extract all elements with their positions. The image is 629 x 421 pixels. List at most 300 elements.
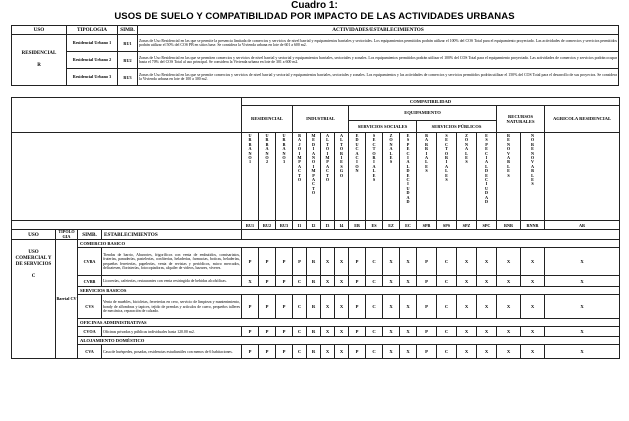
header-simb: SIMB. (118, 26, 138, 35)
column-letter: S (372, 177, 376, 183)
column-letter: O (325, 146, 330, 152)
column-letter: N (282, 150, 286, 156)
compat-value: X (545, 276, 620, 287)
column-letter: A (506, 155, 511, 161)
compat-value: P (417, 276, 437, 287)
compat-column-code: SPS (437, 221, 457, 230)
compat-column-label (477, 133, 497, 221)
header-tipologia: TIPOLOGIA (67, 26, 118, 35)
column-letter: S (507, 172, 510, 178)
row-simb: CVA (78, 345, 102, 359)
column-letter: O (248, 155, 252, 161)
compat-value: X (400, 295, 417, 319)
column-letter: A (424, 155, 429, 161)
compat-column-label (400, 133, 417, 221)
column-letter: I (312, 163, 315, 169)
column-letter: L (425, 159, 428, 165)
compat-value: R (307, 248, 321, 276)
column-letter: R (372, 155, 376, 161)
compat-column-code: RU3 (276, 221, 293, 230)
column-letter: R (248, 137, 252, 143)
compat-value: P (242, 248, 259, 276)
compat-value: X (545, 248, 620, 276)
column-letter: A (297, 163, 302, 169)
column-letter: B (425, 133, 428, 138)
compat-column-code: ES (366, 221, 383, 230)
column-letter: P (485, 141, 488, 147)
column-letter: M (325, 155, 330, 161)
column-letter: E (406, 133, 410, 138)
section-title: OFICINAS ADMINISTRATIVAS (78, 319, 620, 327)
column-letter: E (425, 163, 428, 169)
column-letter: S (485, 137, 488, 143)
compat-value: X (545, 327, 620, 337)
group-agricola: AGRICOLA RESIDENCIAL (545, 106, 620, 133)
blank-header-right (242, 230, 620, 240)
compat-value: X (521, 276, 545, 287)
compat-value: X (545, 295, 620, 319)
column-letter: I (407, 155, 409, 161)
compat-column-label (383, 133, 400, 221)
column-letter: O (372, 150, 376, 156)
compat-value: X (457, 327, 477, 337)
column-letter: I (326, 150, 329, 156)
compat-value: X (321, 276, 335, 287)
compat-value: C (366, 248, 383, 276)
column-letter: B (248, 141, 252, 147)
compat-value: C (437, 327, 457, 337)
compat-column-code: RNR (497, 221, 521, 230)
compat-value: X (497, 345, 521, 359)
column-letter: E (340, 159, 343, 165)
simb-ru3: RU3 (118, 69, 138, 86)
compat-value: P (259, 327, 276, 337)
compat-value: P (259, 295, 276, 319)
column-letter: S (340, 163, 343, 169)
compat-column-label (276, 133, 293, 221)
compat-value: X (321, 345, 335, 359)
column-letter: B (531, 168, 534, 174)
column-letter: O (444, 150, 449, 156)
compat-column-code: RU2 (259, 221, 276, 230)
compat-value: X (242, 276, 259, 287)
blank-left (12, 133, 242, 221)
compat-value: C (366, 295, 383, 319)
column-letter: R (424, 146, 429, 152)
use-residencial (12, 35, 67, 86)
column-letter: O (530, 155, 535, 161)
column-letter: O (297, 146, 302, 152)
compat-value: X (335, 327, 349, 337)
blank-corner (12, 98, 242, 133)
column-letter: O (506, 146, 511, 152)
group-equipamiento: EQUIPAMIENTO (349, 106, 497, 121)
column-letter: U (248, 133, 252, 138)
compat-value: R (307, 345, 321, 359)
use-name: USO COMERCIAL Y DE SERVICIOS (15, 250, 52, 268)
column-letter: R (265, 137, 269, 143)
compat-value: C (293, 327, 307, 337)
compat-value: X (521, 327, 545, 337)
column-letter: R (282, 137, 286, 143)
column-letter: T (445, 146, 448, 152)
column-letter: N (530, 133, 535, 138)
column-letter: S (445, 177, 448, 183)
compat-column-label (457, 133, 477, 221)
compat-value: P (242, 327, 259, 337)
compat-value: P (293, 248, 307, 276)
column-letter: O (297, 177, 302, 183)
compat-value: X (521, 295, 545, 319)
group-servicios-publicos: SERVICIOS PÚBLICOS (417, 121, 497, 133)
header-establecimientos: ESTABLECIMIENTOS (102, 230, 242, 240)
compat-value: P (276, 327, 293, 337)
document-title (0, 0, 629, 21)
use-code: R (37, 63, 41, 68)
section-title: SERVICIOS BASICOS (78, 287, 620, 295)
table-row (12, 327, 620, 337)
column-letter: L (465, 150, 468, 156)
column-letter: P (312, 172, 315, 178)
column-letter: A (297, 137, 302, 143)
compat-column-code: SPZ (457, 221, 477, 230)
header-uso-bottom: USO (12, 230, 56, 240)
column-letter: N (311, 155, 316, 161)
compat-value: P (276, 248, 293, 276)
section-title: ALOJAMIENTO DOMÉSTICO (78, 337, 620, 345)
column-letter: B (298, 133, 301, 138)
column-letter: O (389, 137, 393, 143)
column-letter: I (407, 181, 409, 187)
column-letter: O (339, 146, 344, 152)
group-recursos: RECURSOS NATURALES (497, 106, 545, 133)
compat-value: X (400, 345, 417, 359)
column-letter: M (311, 168, 316, 174)
compat-value: X (497, 327, 521, 337)
column-letter: P (406, 141, 410, 147)
column-letter: O (265, 155, 269, 161)
column-letter: A (424, 137, 429, 143)
column-letter: D (484, 168, 489, 174)
column-letter: N (530, 150, 535, 156)
tipologia-ru3: Residencial Urbano 3 (67, 69, 118, 86)
column-letter: E (485, 146, 488, 152)
compat-value: P (349, 345, 366, 359)
column-letter: A (355, 150, 359, 156)
compat-value: X (545, 345, 620, 359)
blank-code-left (12, 221, 242, 230)
compat-value: X (335, 295, 349, 319)
column-letter: E (355, 133, 359, 138)
column-letter: E (507, 168, 510, 174)
compat-column-label (366, 133, 383, 221)
column-letter: 3 (282, 159, 286, 165)
compat-value: C (437, 248, 457, 276)
column-letter: L (531, 172, 534, 178)
column-letter: N (265, 150, 269, 156)
column-letter: J (298, 141, 301, 147)
column-letter: L (326, 137, 329, 143)
table-row (12, 345, 620, 359)
column-letter: T (298, 172, 301, 178)
compat-value: C (366, 345, 383, 359)
column-letter: A (464, 146, 469, 152)
compat-column-code: EZ (383, 221, 400, 230)
row-description: Tiendas de barrio, Abarrotes, frigoríficos con venta de embutidos, comisariatos, fruterías, panaderías, pastelerías, confiterías, heladerías, farmacias, boticas, heladerías, pequeñas ferreterías, papelerías, venta de revistas y periódicos, micro mercados, delicatesen, floristerías, fotocopiadoras, alquiler de videos, bazares, víveres. (102, 248, 242, 276)
use-name: RESIDENCIAL (21, 51, 57, 56)
column-letter: O (311, 190, 316, 196)
compat-value: X (477, 327, 497, 337)
column-letter: E (531, 177, 534, 183)
column-letter: A (444, 163, 449, 169)
column-letter: R (506, 133, 511, 138)
group-residencial: RESIDENCIAL (242, 106, 293, 133)
compat-value: X (383, 327, 400, 337)
cuadro-label: Cuadro 1: (291, 0, 338, 11)
table-row (12, 295, 620, 319)
column-letter: E (406, 146, 410, 152)
column-letter: L (485, 163, 488, 169)
column-letter: L (389, 150, 393, 156)
column-letter: V (530, 159, 535, 165)
residential-table (11, 25, 619, 86)
column-letter: U (265, 133, 269, 138)
simb-ru1: RU1 (118, 35, 138, 52)
compat-value: X (477, 276, 497, 287)
column-letter: O (464, 137, 469, 143)
compat-value: X (335, 276, 349, 287)
compat-value: X (457, 295, 477, 319)
column-letter: C (444, 141, 449, 147)
column-letter: L (340, 137, 343, 143)
column-letter: I (340, 155, 343, 161)
column-letter: I (485, 155, 488, 161)
compat-value: P (259, 276, 276, 287)
column-letter: S (531, 181, 534, 187)
column-letter: S (406, 137, 410, 143)
compat-value: X (521, 345, 545, 359)
compat-value: P (242, 345, 259, 359)
column-letter: Z (389, 133, 393, 138)
column-letter: E (485, 133, 488, 138)
desc-ru2: Zonas de Uso Residencial en las que se permiten comercios y servicios de nivel barrial y sectorial y equipamientos barriales, sectoriales y zonales. Los equipamientos permitidos podrán utilizar el 100% del COS Total para el equipamiento proyectado. Las actividades de comercios y servicios podrán ocupar hasta el 70% del COS Total al uso principal. Se considera la Vivienda urbana en lote de 301 a 600 m2. (138, 52, 619, 69)
column-letter: S (465, 159, 468, 165)
column-letter: A (311, 177, 316, 183)
column-letter: O (311, 159, 316, 165)
table-row (12, 248, 620, 276)
column-letter: U (484, 185, 489, 191)
column-letter: E (445, 172, 448, 178)
column-letter: I (356, 159, 358, 165)
use-comercial (12, 240, 56, 359)
column-letter: Z (465, 133, 468, 138)
column-letter: S (445, 133, 448, 138)
column-letter: C (484, 150, 489, 156)
column-letter: T (326, 172, 329, 178)
compat-value: P (349, 276, 366, 287)
compat-title: COMPATIBILIDAD (242, 98, 620, 106)
column-letter: E (372, 172, 376, 178)
column-letter: B (282, 141, 286, 147)
column-letter: I (485, 181, 488, 187)
compat-value: R (307, 276, 321, 287)
column-letter: T (372, 146, 376, 152)
column-letter: E (531, 146, 534, 152)
column-letter: I (373, 159, 375, 165)
column-letter: N (389, 141, 393, 147)
column-letter: A (282, 146, 286, 152)
compat-value: X (457, 276, 477, 287)
row-simb: CVOA (78, 327, 102, 337)
column-letter: C (355, 146, 359, 152)
compat-value: X (400, 276, 417, 287)
column-letter: C (484, 177, 489, 183)
column-letter: O (339, 172, 344, 178)
column-letter: A (389, 146, 393, 152)
row-simb: CVBA (78, 248, 102, 276)
compat-value: X (477, 295, 497, 319)
tipologia-ru2: Residencial Urbano 2 (67, 52, 118, 69)
compat-column-label (293, 133, 307, 221)
column-letter: A (248, 146, 252, 152)
compat-column-code: RU1 (242, 221, 259, 230)
column-letter: M (297, 155, 302, 161)
compat-column-label (497, 133, 521, 221)
compat-value: C (437, 295, 457, 319)
compat-value: X (383, 248, 400, 276)
column-letter: E (312, 137, 315, 143)
compat-value: X (335, 345, 349, 359)
compat-value: X (497, 248, 521, 276)
column-letter: L (372, 168, 376, 174)
compat-value: X (457, 345, 477, 359)
column-letter: N (355, 168, 359, 174)
column-letter: T (312, 185, 315, 191)
compat-value: P (417, 295, 437, 319)
compat-value: X (497, 276, 521, 287)
column-letter: D (311, 141, 316, 147)
compat-column-code: I3 (321, 221, 335, 230)
column-letter: E (485, 172, 488, 178)
column-letter: C (372, 141, 376, 147)
column-letter: S (372, 133, 376, 138)
simb-ru2: RU2 (118, 52, 138, 69)
column-letter: O (282, 155, 286, 161)
column-letter: P (326, 159, 329, 165)
compat-value: X (521, 248, 545, 276)
header-simb-bottom: SIMB. (78, 230, 102, 240)
row-description: Licorerías, cafeterías, restaurantes con venta restringida de bebidas alcohólicas. (102, 276, 242, 287)
compat-value: P (349, 327, 366, 337)
row-simb: CVS (78, 295, 102, 319)
column-letter: N (506, 141, 511, 147)
row-description: Oficinas privadas y públicas individuales hasta 120.00 m2. (102, 327, 242, 337)
column-letter: S (389, 159, 393, 165)
column-letter: R (339, 150, 344, 156)
row-description: Venta de muebles, bicicletas, ferreterías en cero, servicio de limpieza y mantenimiento, bondy de alfombras y tapices, tejido de prendas y artículos de cuero, pequeños talleres de mecánica, reparación de calzado. (102, 295, 242, 319)
column-letter: A (530, 163, 535, 169)
compat-column-code: I1 (293, 221, 307, 230)
column-letter: I (298, 150, 301, 156)
column-letter: A (325, 163, 330, 169)
column-letter: C (311, 181, 316, 187)
column-letter: D (406, 190, 410, 196)
column-letter: I (425, 150, 428, 156)
column-letter: U (406, 185, 410, 191)
column-letter: N (464, 141, 469, 147)
column-letter: O (325, 177, 330, 183)
column-letter: D (484, 199, 489, 205)
compat-value: P (259, 345, 276, 359)
compat-value: X (477, 345, 497, 359)
column-letter: B (265, 141, 269, 147)
column-letter: D (406, 168, 410, 174)
compat-value: R (307, 327, 321, 337)
column-letter: A (406, 194, 410, 200)
column-letter: L (445, 168, 448, 174)
column-letter: R (444, 155, 449, 161)
compat-value: P (276, 276, 293, 287)
column-letter: S (425, 168, 428, 174)
compat-value: P (349, 295, 366, 319)
column-letter: A (265, 146, 269, 152)
column-letter: C (406, 177, 410, 183)
column-letter: O (355, 163, 359, 169)
row-description: Casa de huéspedes, posadas, residencias estudiantiles con menos de 6 habitaciones. (102, 345, 242, 359)
compat-value: P (349, 248, 366, 276)
compat-column-code: SPB (417, 221, 437, 230)
column-letter: D (484, 190, 489, 196)
column-letter: N (248, 150, 252, 156)
compat-value: X (335, 248, 349, 276)
column-letter: E (389, 155, 393, 161)
column-letter: E (445, 137, 448, 143)
compat-value: C (437, 345, 457, 359)
column-letter: D (355, 137, 359, 143)
column-letter: A (372, 163, 376, 169)
column-letter: C (355, 155, 359, 161)
compat-column-label (259, 133, 276, 221)
column-letter: U (282, 133, 286, 138)
column-letter: A (325, 133, 330, 138)
compat-column-label (307, 133, 321, 221)
compat-value: C (293, 295, 307, 319)
column-letter: I (312, 146, 315, 152)
compat-column-code: I2 (307, 221, 321, 230)
compat-column-code: EC (400, 221, 417, 230)
compat-value: X (383, 276, 400, 287)
compat-value: X (321, 248, 335, 276)
compat-value: X (400, 248, 417, 276)
row-simb: CVBB (78, 276, 102, 287)
column-letter: G (339, 168, 344, 174)
column-letter: U (355, 141, 359, 147)
group-industrial: INDUSTRIAL (293, 106, 349, 133)
column-letter: R (424, 141, 429, 147)
compat-value: C (437, 276, 457, 287)
compat-column-label (349, 133, 366, 221)
column-letter: I (445, 159, 448, 165)
column-letter: E (507, 137, 510, 143)
compat-value: X (497, 295, 521, 319)
column-letter: C (325, 168, 330, 174)
use-code: C (31, 274, 36, 280)
column-letter: E (372, 137, 376, 143)
compat-value: C (293, 345, 307, 359)
column-letter: E (406, 172, 410, 178)
column-letter: D (406, 199, 410, 205)
table-row (12, 276, 620, 287)
